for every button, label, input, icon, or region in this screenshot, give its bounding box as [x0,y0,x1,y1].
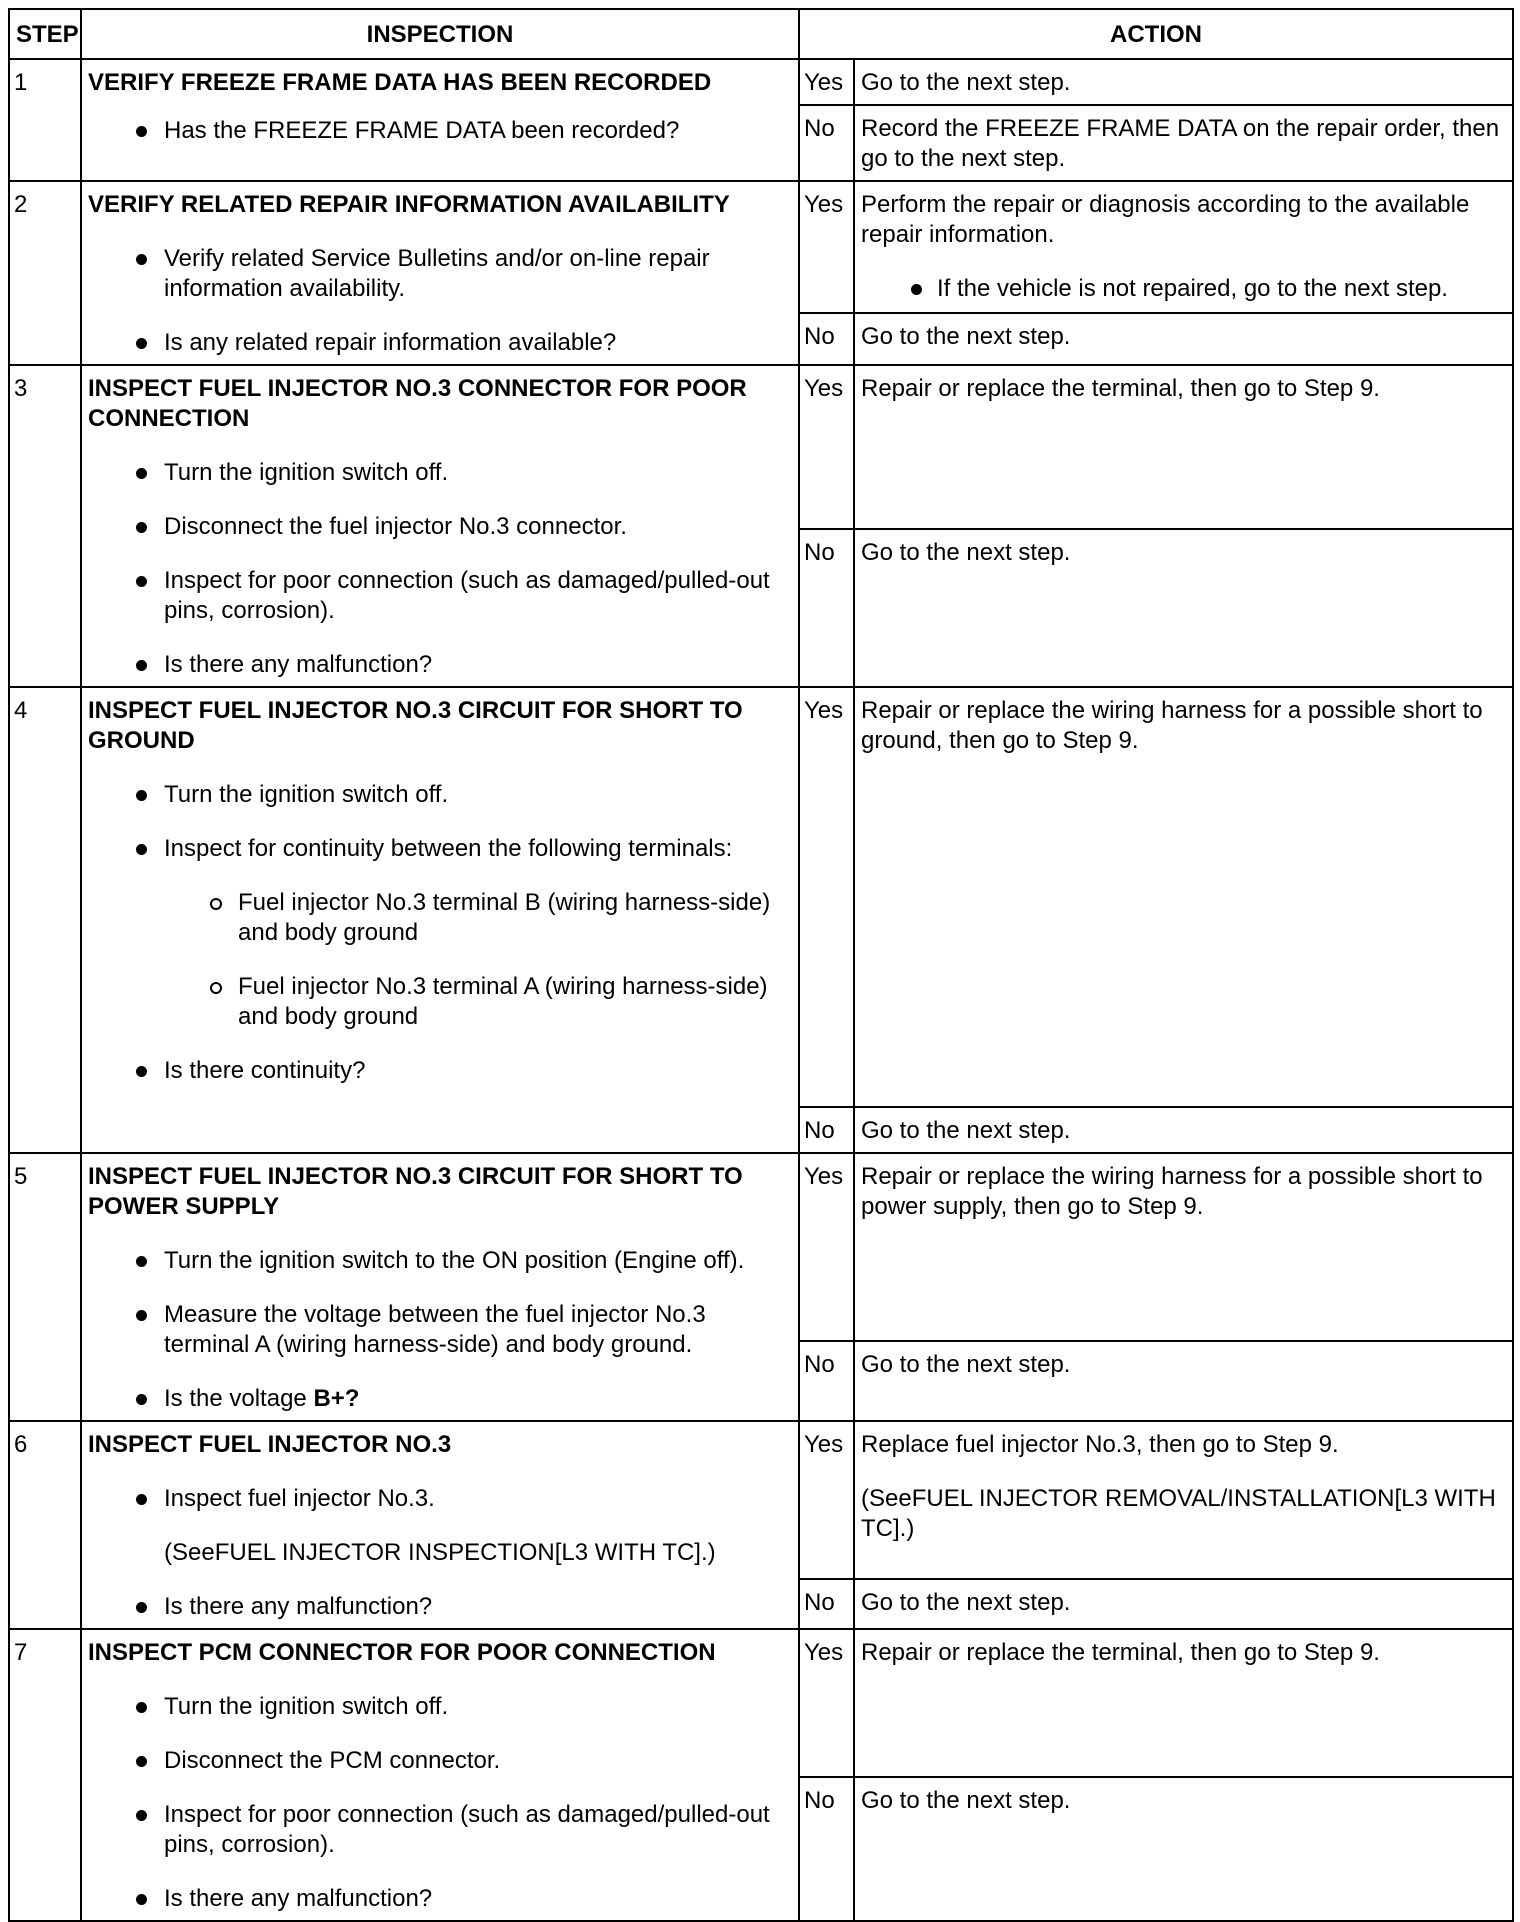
inspection-title: INSPECT FUEL INJECTOR NO.3 CIRCUIT FOR SHORT TO GROUND [88,697,743,754]
inspection-title: INSPECT PCM CONNECTOR FOR POOR CONNECTION [88,1639,716,1666]
inspection-bullet: Is there any malfunction? [88,650,792,680]
yes-label: Yes [799,59,854,105]
inspection-cell [81,1421,799,1629]
table-row [9,181,1513,313]
table-row [9,1421,1513,1579]
yes-label: Yes [799,1153,854,1341]
inspection-title: VERIFY RELATED REPAIR INFORMATION AVAILABILITY [88,191,730,218]
inspection-bullet: Turn the ignition switch off. [88,780,792,810]
header-inspection: INSPECTION [81,9,799,59]
yes-action: Repair or replace the wiring harness for a possible short to ground, then go to Step 9. [854,687,1513,1107]
table-header-row [9,9,1513,59]
inspection-bullet: Turn the ignition switch to the ON position (Engine off). [88,1246,792,1276]
inspection-title: INSPECT FUEL INJECTOR NO.3 [88,1431,452,1458]
inspection-sub-bullet: Fuel injector No.3 terminal B (wiring harness-side) and body ground [88,888,792,948]
table-row [9,59,1513,105]
no-action: Record the FREEZE FRAME DATA on the repair order, then go to the next step. [854,105,1513,181]
inspection-bullet: Disconnect the fuel injector No.3 connector. [88,512,792,542]
inspection-bullet: Inspect for poor connection (such as damaged/pulled-out pins, corrosion). [88,1800,792,1860]
step-number: 4 [9,687,81,1153]
inspection-bullet-text: Is the voltage [164,1385,314,1412]
inspection-bullet: Is there continuity? [88,1056,792,1086]
no-label: No [799,1341,854,1421]
yes-action: Repair or replace the wiring harness for a possible short to power supply, then go to Step 9. [854,1153,1513,1341]
step-number: 2 [9,181,81,365]
yes-label: Yes [799,687,854,1107]
header-step: STEP [9,9,81,59]
inspection-cell [81,687,799,1153]
step-number: 6 [9,1421,81,1629]
no-label: No [799,529,854,687]
inspection-bullet: Is there any malfunction? [88,1592,792,1622]
inspection-reference: (SeeFUEL INJECTOR INSPECTION[L3 WITH TC].) [164,1539,716,1566]
inspection-bullet: Measure the voltage between the fuel injector No.3 terminal A (wiring harness-side) and body ground. [88,1300,792,1360]
inspection-cell [81,181,799,365]
yes-action: Repair or replace the terminal, then go to Step 9. [854,1629,1513,1777]
step-number: 3 [9,365,81,687]
no-action: Go to the next step. [854,1579,1513,1629]
yes-label: Yes [799,1421,854,1579]
inspection-bullet: Has the FREEZE FRAME DATA been recorded? [88,116,792,146]
inspection-bullet: Turn the ignition switch off. [88,1692,792,1722]
inspection-title: VERIFY FREEZE FRAME DATA HAS BEEN RECORDED [88,69,712,96]
yes-action: Perform the repair or diagnosis according to the available repair information. [861,191,1470,248]
inspection-title: INSPECT FUEL INJECTOR NO.3 CIRCUIT FOR SHORT TO POWER SUPPLY [88,1163,743,1220]
inspection-bullet: Is any related repair information available? [88,328,792,358]
table-row [9,365,1513,529]
inspection-bullet: Turn the ignition switch off. [88,458,792,488]
inspection-cell [81,59,799,181]
no-action: Go to the next step. [854,1107,1513,1153]
inspection-cell [81,365,799,687]
action-bullet: If the vehicle is not repaired, go to the next step. [861,274,1506,304]
inspection-sub-bullet: Fuel injector No.3 terminal A (wiring harness-side) and body ground [88,972,792,1032]
step-number: 1 [9,59,81,181]
yes-action: Repair or replace the terminal, then go to Step 9. [854,365,1513,529]
yes-action-cell [854,181,1513,313]
table-row [9,687,1513,1107]
inspection-bullet [88,1384,792,1414]
table-row [9,1629,1513,1777]
yes-label: Yes [799,1629,854,1777]
table-row [9,1153,1513,1341]
header-action: ACTION [799,9,1513,59]
inspection-bullet: Inspect fuel injector No.3. [88,1484,792,1514]
no-label: No [799,1107,854,1153]
diagnostic-table [8,8,1514,1922]
action-reference: (SeeFUEL INJECTOR REMOVAL/INSTALLATION[L3 WITH TC].) [861,1485,1496,1542]
no-action: Go to the next step. [854,1777,1513,1921]
inspection-bullet: Is there any malfunction? [88,1884,792,1914]
no-action: Go to the next step. [854,529,1513,687]
inspection-bullet: Inspect for poor connection (such as damaged/pulled-out pins, corrosion). [88,566,792,626]
yes-action: Go to the next step. [854,59,1513,105]
no-label: No [799,313,854,365]
inspection-cell [81,1153,799,1421]
no-label: No [799,1579,854,1629]
yes-action: Replace fuel injector No.3, then go to Step 9. [861,1431,1339,1458]
yes-action-cell [854,1421,1513,1579]
no-label: No [799,105,854,181]
no-action: Go to the next step. [854,1341,1513,1421]
inspection-bullet: Disconnect the PCM connector. [88,1746,792,1776]
inspection-bullet: Inspect for continuity between the following terminals: [88,834,792,864]
step-number: 7 [9,1629,81,1921]
no-label: No [799,1777,854,1921]
step-number: 5 [9,1153,81,1421]
inspection-bullet: Verify related Service Bulletins and/or on-line repair information availability. [88,244,792,304]
yes-label: Yes [799,365,854,529]
inspection-cell [81,1629,799,1921]
no-action: Go to the next step. [854,313,1513,365]
yes-label: Yes [799,181,854,313]
voltage-value: B+? [313,1385,360,1412]
inspection-title: INSPECT FUEL INJECTOR NO.3 CONNECTOR FOR POOR CONNECTION [88,375,747,432]
